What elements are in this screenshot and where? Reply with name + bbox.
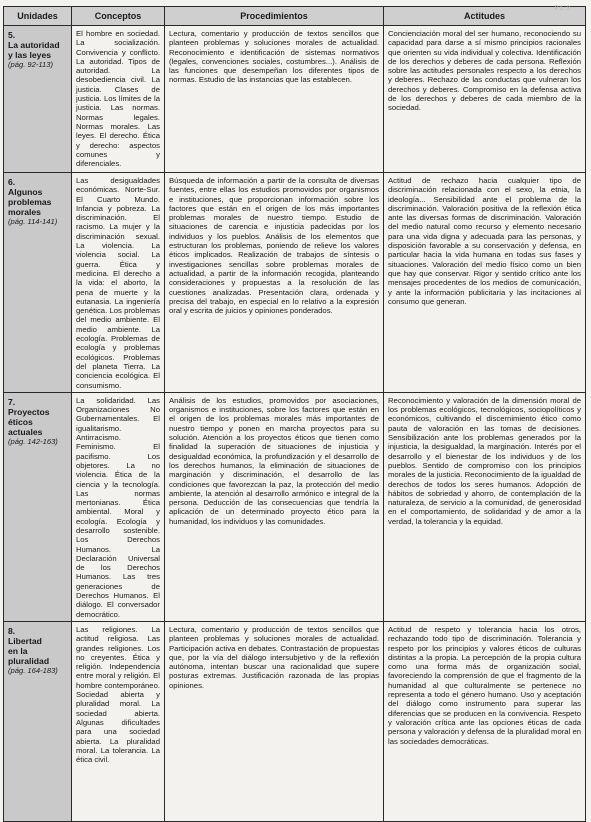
header-row <box>4 7 586 26</box>
corner-mark: P1 3 <box>554 6 571 12</box>
concepts-cell: El hombre en sociedad. La socialización. Convivencia y conflicto. La autoridad. Tipos de autoridad. La desobediencia civil. La justicia. Clases de justicia. Los límites de la justicia. Las normas. Normas legales. Normas morales. Las leyes. El derecho. Ética y derecho: aspectos comunes y diferenciales. <box>72 26 165 173</box>
unit-cell <box>4 621 72 821</box>
curriculum-table <box>3 6 586 822</box>
procedures-cell: Lectura, comentario y producción de textos sencillos que planteen problemas y soluciones morales de actualidad. Participación activa en debates. Contrastación de propuestas que, por la vía del diálogo intersubjetivo y de la reflexión autónoma, intentan buscar una racionalidad que supere posturas extremas. Justificación razonada de las propias opiniones. <box>165 621 384 821</box>
header-attitudes: Actitudes <box>384 7 586 26</box>
unit-cell <box>4 26 72 173</box>
unit-pages: (pág. 92-113) <box>8 60 54 69</box>
attitudes-cell: Actitud de respeto y tolerancia hacia los otros, rechazando todo tipo de discriminación. Tolerancia y respeto por los principios y valores éticos de culturas distintas a la propia. La percepción de la propia cultura como una forma más de organización social, favoreciendo la comprensión de que el fragmento de la humanidad al que culturalmente se pertenece no representa a todo el género humano. Uso y aceptación del diálogo como instrumento para superar las diferencias que se producen en la convivencia. Respeto y valoración crítica ante las opciones éticas de cada persona y valoración y defensa de la pluralidad moral en las sociedades democráticas. <box>384 621 586 821</box>
table-row <box>4 392 586 621</box>
unit-pages: (pág. 164-183) <box>8 665 58 675</box>
concepts-cell: Las religiones. La actitud religiosa. Las grandes religiones. Los no creyentes. Ética y religión. Independencia entre moral y religión. El hombre contemporáneo. Sociedad abierta y pluralidad moral. La sociedad abierta. Algunas dificultades para una sociedad abierta. La pluralidad moral. La tolerancia. La ética civil. <box>72 621 165 821</box>
attitudes-cell: Concienciación moral del ser humano, reconociendo su capacidad para darse a sí mismo principios racionales que orienten su vida individual y colectiva. Identificación de los derechos y deberes de cada persona. Reflexión sobre las actitudes personales respecto a los derechos y deberes. Rechazo de las conductas que vulneran los derechos y deberes. Compromiso en la defensa activa de los derechos y deberes de cada miembro de la sociedad. <box>384 26 586 173</box>
header-units: Unidades <box>4 7 72 26</box>
unit-cell <box>4 173 72 393</box>
unit-title: 8. Libertad en la pluralidad <box>8 625 50 666</box>
unit-cell <box>4 392 72 621</box>
header-procedures: Procedimientos <box>165 7 384 26</box>
table-row <box>4 173 586 393</box>
unit-title: 5. La autoridad y las leyes <box>8 30 60 60</box>
concepts-cell: La solidaridad. Las Organizaciones No Gubernamentales. El igualitarismo. Antirracismo. Feminismo. El pacifismo. Los objetores. La no violencia. Ética de la ciencia y la tecnología. Las normas mertonianas. Ética ambiental. Moral y ecología. Ecología y desarrollo sostenible. Los Derechos Humanos. La Declaración Universal de los Derechos Humanos. Las tres generaciones de Derechos Humanos. El diálogo. El conversador democrático. <box>72 392 165 621</box>
unit-title: 7. Proyectos éticos actuales <box>8 396 50 437</box>
procedures-cell: Lectura, comentario y producción de textos sencillos que planteen problemas y soluciones morales de actualidad. Reconocimiento e identificación de sistemas normativos (legales, convenciones sociales, costumbres...). Análisis de las funciones que desempeñan los diferentes tipos de normas. Estudio de las instancias que las establecen. <box>165 26 384 173</box>
unit-title: 6. Algunos problemas morales <box>8 177 52 217</box>
table-row <box>4 26 586 173</box>
procedures-cell: Análisis de los estudios, promovidos por asociaciones, organismos e instituciones, sobre los factores que están en el origen de los problemas morales más importantes de nuestro tiempo y ponen en marcha proyectos para su solución. Atención a los proyectos éticos que tienen como finalidad la superación de situaciones de injusticia y desigualdad económica, la profundización y el desarrollo de los derechos humanos, la eliminación de situaciones de marginación y discriminación, el desarrollo de las condiciones que favorezcan la paz, la protección del medio ambiente, la atención al desarrollo armónico e integral de la persona. Deducción de las consecuencias que tendría la aplicación de un determinado proyecto ético para la humanidad, los individuos y las comunidades. <box>165 392 384 621</box>
procedures-cell: Búsqueda de información a partir de la consulta de diversas fuentes, entre ellas los estudios promovidos por organismos e instituciones, que proporcionan información sobre los factores que están en el origen de los más importantes problemas morales de nuestro tiempo. Estudio de situaciones de carencia e injusticia padecidas por los individuos y los pueblos. Análisis de los elementos que estructuran los problemas, poniendo de relieve los valores éticos implicados. Realización de trabajos de síntesis o investigaciones sencillas sobre problemas morales de actualidad, a partir de la información recogida, planteando consideraciones y propuestas a la resolución de las cuestiones analizadas. Presentación clara, ordenada y precisa del trabajo, en especial en lo relativo a la expresión oral y escrita de juicios y opiniones ponderados. <box>165 173 384 393</box>
table-row <box>4 621 586 821</box>
curriculum-table-page <box>3 6 585 765</box>
attitudes-cell: Actitud de rechazo hacia cualquier tipo de discriminación relacionada con el sexo, la etnia, la ideología... Sensibilidad ante el problema de la discriminación. Valoración positiva de la reflexión ética ante las diversas formas de discriminación. Valoración del medio natural como recurso y elemento necesario para una vida digna y adecuada para las personas, y disposición favorable a su conservación y defensa, en particular hacia la vida humana en todas sus fases y situaciones. Valoración del medio físico como un bien que hay que conservar. Rigor y sentido crítico ante los mensajes procedentes de los medios de comunicación, y ante la información publicitaria y las incitaciones al consumo que generan. <box>384 173 586 393</box>
unit-pages: (pág. 114-141) <box>8 217 58 226</box>
concepts-cell: Las desigualdades económicas. Norte-Sur. El Cuarto Mundo. Infancia y pobreza. La discriminación. El racismo. La mujer y la discriminación sexual. La violencia. La violencia social. La guerra. Ética y medicina. El derecho a la vida: el aborto, la pena de muerte y la eutanasia. La ingeniería genética. Los problemas del medio ambiente. El medio ambiente. La ecología. Problemas de ecología y problemas ecológicos. Problemas del planeta Tierra. La conciencia ecológica. El consumismo. <box>72 173 165 393</box>
header-concepts: Conceptos <box>72 7 165 26</box>
attitudes-cell: Reconocimiento y valoración de la dimensión moral de los problemas ecológicos, tecnológicos, sociopolíticos y económicos, cultivando el discernimiento ético como pauta de valoración en las tomas de decisiones. Sensibilización ante los problemas generados por la injusticia, la desigualdad, la marginación. Interés por el desarrollo y el bienestar de los individuos y de los pueblos. Sentido de compromiso con los principios morales de la justicia. Reconocimiento de la igualdad de derechos de todos los seres humanos. Adopción de hábitos de sobriedad y ahorro, de contemplación de la naturaleza, de servicio a la comunidad, de generosidad en el comportamiento, de solidaridad y de amor a la verdad, la tolerancia y la equidad. <box>384 392 586 621</box>
unit-pages: (pág. 142-163) <box>8 436 58 446</box>
